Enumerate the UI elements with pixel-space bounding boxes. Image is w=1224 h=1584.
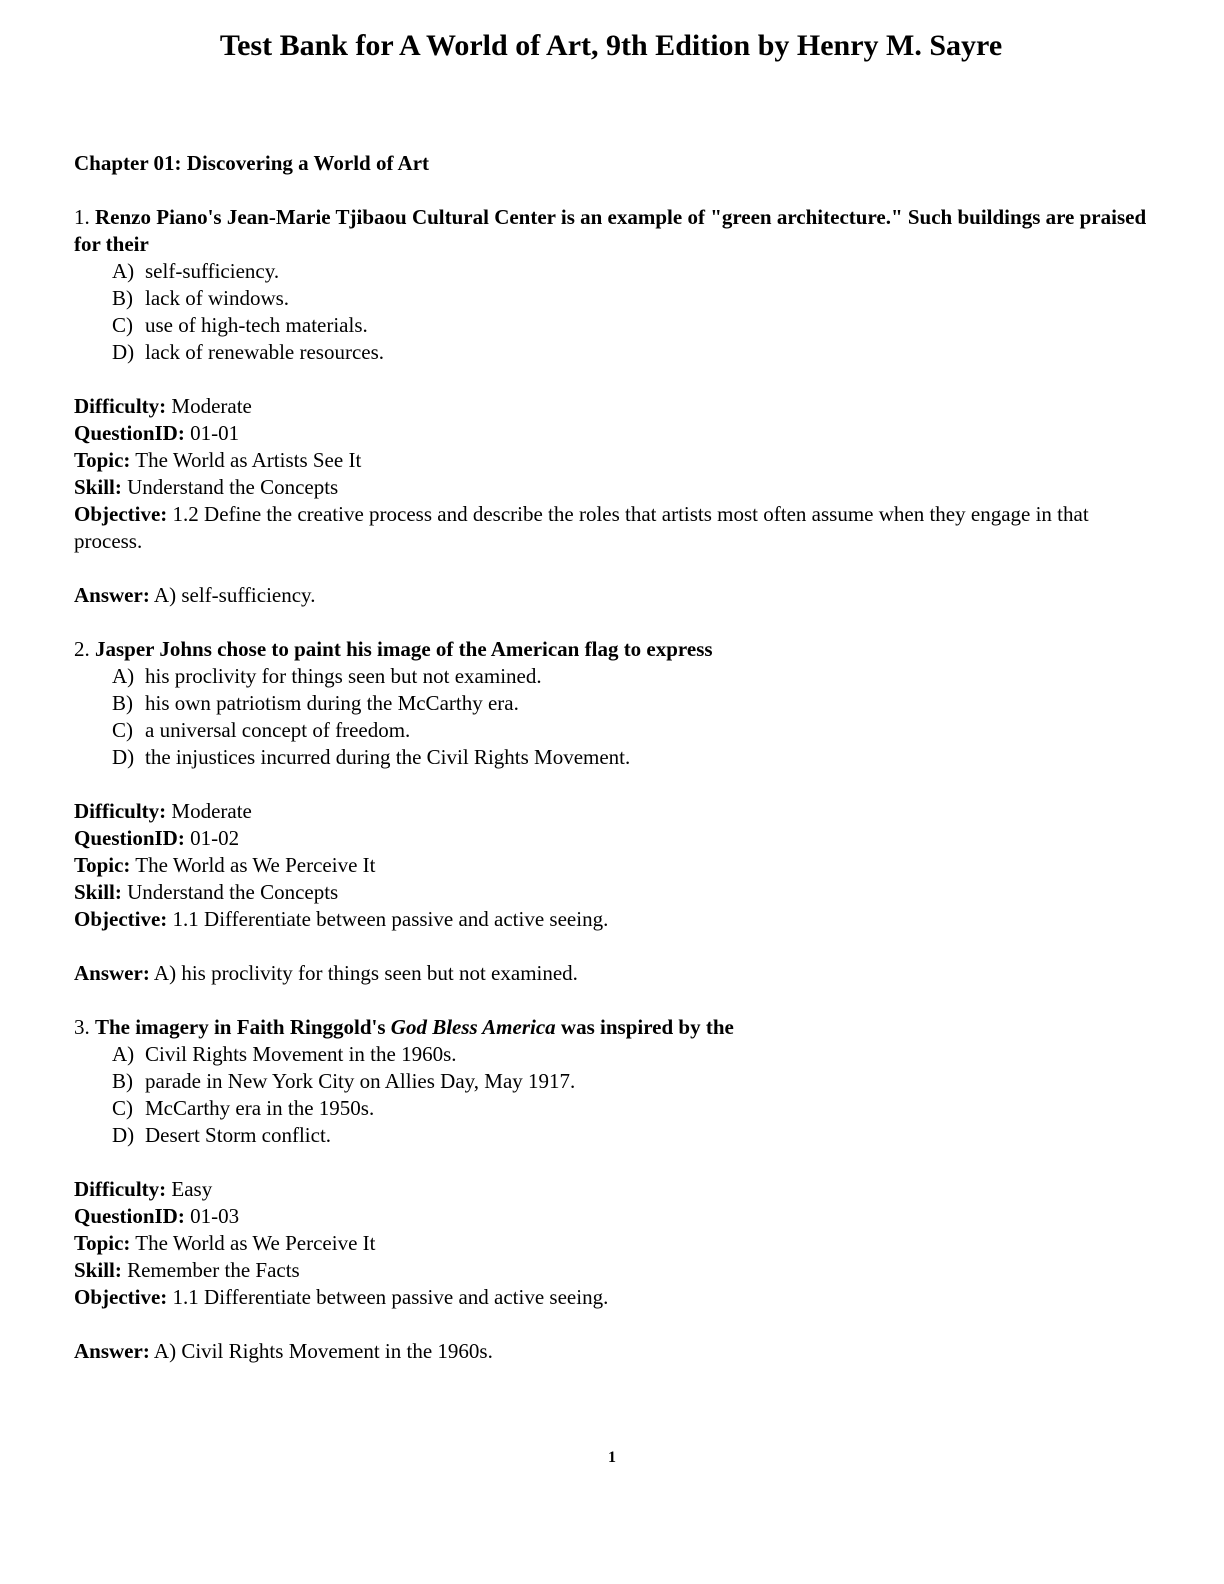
option-row [74, 285, 1148, 312]
difficulty-value: Moderate [171, 799, 252, 823]
option-row [74, 690, 1148, 717]
question-stem-text: The imagery in Faith Ringgold's [95, 1015, 391, 1039]
questionid-value: 01-03 [190, 1204, 240, 1228]
option-letter: A) [112, 259, 135, 283]
question-stem-text: Jasper Johns chose to paint his image of the American flag to express [95, 637, 713, 661]
question-stem-italic: God Bless America [390, 1015, 556, 1039]
option-row [74, 312, 1148, 339]
topic-value: The World as Artists See It [135, 448, 362, 472]
question-number: 1. [74, 205, 90, 229]
objective-label: Objective: [74, 502, 168, 526]
answer-line [74, 1338, 1148, 1365]
option-row [74, 1122, 1148, 1149]
answer-value: A) Civil Rights Movement in the 1960s. [153, 1339, 493, 1363]
option-row [74, 1041, 1148, 1068]
question-stem-text: Renzo Piano's Jean-Marie Tjibaou Cultural Center is an example of "green architecture." Such buildings are praised for their [74, 205, 1147, 256]
question-meta [74, 798, 1148, 933]
difficulty-line [74, 393, 1148, 420]
option-row [74, 258, 1148, 285]
question-block [74, 1014, 1148, 1365]
options-list [74, 258, 1148, 366]
document-title: Test Bank for A World of Art, 9th Edition by Henry M. Sayre [219, 29, 1003, 62]
option-text: a universal concept of freedom. [145, 718, 411, 742]
objective-value: 1.2 Define the creative process and describe the roles that artists most often assume when they engage in that process. [74, 502, 1089, 553]
page-number: 1 [608, 1449, 616, 1466]
topic-value: The World as We Perceive It [135, 853, 376, 877]
option-row [74, 1068, 1148, 1095]
answer-label: Answer: [74, 583, 150, 607]
answer-label: Answer: [74, 1339, 150, 1363]
topic-line [74, 852, 1148, 879]
option-letter: C) [112, 718, 133, 742]
questionid-line [74, 825, 1148, 852]
option-letter: B) [112, 286, 133, 310]
skill-value: Understand the Concepts [127, 475, 339, 499]
questionid-label: QuestionID: [74, 421, 185, 445]
questionid-label: QuestionID: [74, 1204, 185, 1228]
skill-line [74, 474, 1148, 501]
objective-label: Objective: [74, 1285, 168, 1309]
question-stem-post: was inspired by the [555, 1015, 734, 1039]
objective-value: 1.1 Differentiate between passive and active seeing. [172, 907, 609, 931]
objective-line [74, 501, 1148, 555]
question-number: 3. [74, 1015, 90, 1039]
objective-value: 1.1 Differentiate between passive and active seeing. [172, 1285, 609, 1309]
topic-label: Topic: [74, 1231, 131, 1255]
option-row [74, 744, 1148, 771]
skill-label: Skill: [74, 880, 122, 904]
skill-value: Remember the Facts [127, 1258, 300, 1282]
option-row [74, 339, 1148, 366]
option-letter: B) [112, 691, 133, 715]
topic-value: The World as We Perceive It [135, 1231, 376, 1255]
question-block [74, 204, 1148, 609]
difficulty-line [74, 798, 1148, 825]
topic-line [74, 447, 1148, 474]
option-letter: D) [112, 1123, 135, 1147]
question-stem [74, 636, 1148, 663]
questionid-value: 01-02 [190, 826, 240, 850]
question-number: 2. [74, 637, 90, 661]
option-row [74, 663, 1148, 690]
difficulty-value: Moderate [171, 394, 252, 418]
question-meta [74, 1176, 1148, 1311]
question-stem [74, 1014, 1148, 1041]
questionid-label: QuestionID: [74, 826, 185, 850]
option-letter: B) [112, 1069, 133, 1093]
skill-label: Skill: [74, 475, 122, 499]
objective-line [74, 1284, 1148, 1311]
skill-line [74, 1257, 1148, 1284]
answer-line [74, 960, 1148, 987]
difficulty-label: Difficulty: [74, 799, 167, 823]
difficulty-label: Difficulty: [74, 1177, 167, 1201]
difficulty-line [74, 1176, 1148, 1203]
option-letter: C) [112, 313, 133, 337]
topic-label: Topic: [74, 853, 131, 877]
objective-line [74, 906, 1148, 933]
options-list [74, 1041, 1148, 1149]
option-text: Civil Rights Movement in the 1960s. [145, 1042, 457, 1066]
skill-line [74, 879, 1148, 906]
questionid-line [74, 1203, 1148, 1230]
questionid-line [74, 420, 1148, 447]
option-letter: D) [112, 745, 135, 769]
option-letter: C) [112, 1096, 133, 1120]
topic-label: Topic: [74, 448, 131, 472]
question-stem [74, 204, 1148, 258]
options-list [74, 663, 1148, 771]
option-text: lack of windows. [145, 286, 290, 310]
option-text: use of high-tech materials. [145, 313, 368, 337]
answer-line [74, 582, 1148, 609]
option-text: parade in New York City on Allies Day, May 1917. [145, 1069, 576, 1093]
answer-label: Answer: [74, 961, 150, 985]
option-text: his own patriotism during the McCarthy era. [145, 691, 519, 715]
option-text: Desert Storm conflict. [145, 1123, 332, 1147]
chapter-heading: Chapter 01: Discovering a World of Art [74, 151, 430, 175]
option-letter: D) [112, 340, 135, 364]
option-letter: A) [112, 664, 135, 688]
option-text: McCarthy era in the 1950s. [145, 1096, 375, 1120]
skill-label: Skill: [74, 1258, 122, 1282]
option-text: the injustices incurred during the Civil Rights Movement. [145, 745, 631, 769]
skill-value: Understand the Concepts [127, 880, 339, 904]
objective-label: Objective: [74, 907, 168, 931]
difficulty-label: Difficulty: [74, 394, 167, 418]
question-meta [74, 393, 1148, 555]
option-letter: A) [112, 1042, 135, 1066]
option-text: self-sufficiency. [145, 259, 280, 283]
option-text: his proclivity for things seen but not examined. [145, 664, 542, 688]
option-row [74, 1095, 1148, 1122]
option-text: lack of renewable resources. [145, 340, 385, 364]
answer-value: A) self-sufficiency. [153, 583, 316, 607]
questionid-value: 01-01 [190, 421, 240, 445]
difficulty-value: Easy [171, 1177, 213, 1201]
answer-value: A) his proclivity for things seen but not examined. [153, 961, 578, 985]
topic-line [74, 1230, 1148, 1257]
question-block [74, 636, 1148, 987]
option-row [74, 717, 1148, 744]
